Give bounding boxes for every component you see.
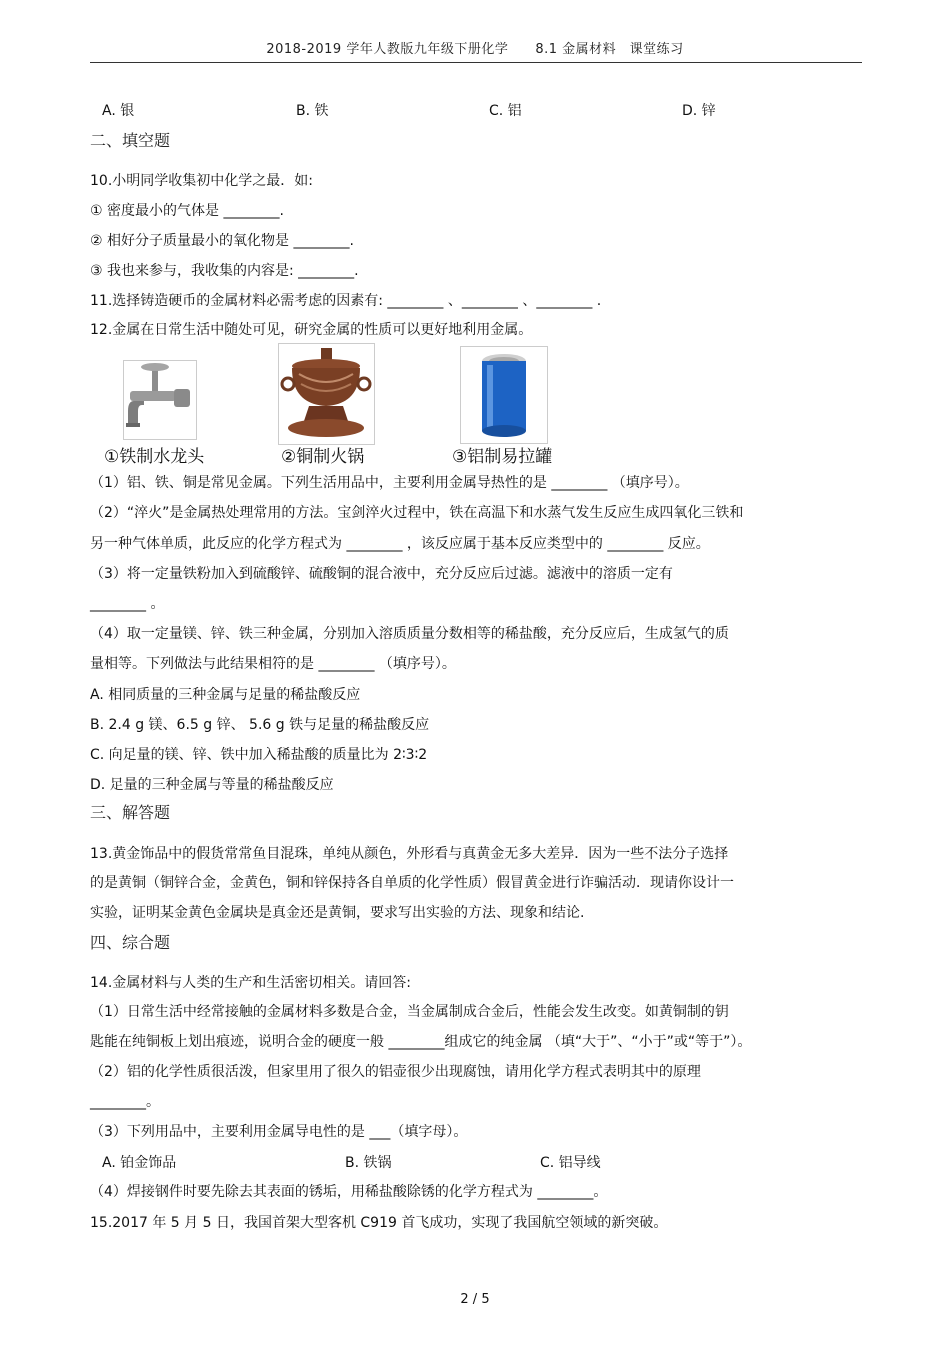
q9-option-b: B. 铁: [296, 103, 329, 119]
page-number: 2 / 5: [460, 1292, 490, 1307]
caption-hotpot: ②铜制火锅: [281, 447, 365, 467]
section-comprehensive-title: 四、综合题: [90, 933, 171, 952]
q12-part-4b: 量相等。下列做法与此结果相符的是 ________ （填序号）。: [90, 656, 456, 672]
caption-faucet: ①铁制水龙头: [104, 447, 205, 467]
q15-text: 15.2017 年 5 月 5 日，我国首架大型客机 C919 首飞成功，实现了我国航空领域的新突破。: [90, 1215, 668, 1231]
q12-option-b: B. 2.4 g 镁、6.5 g 锌、 5.6 g 铁与足量的稀盐酸反应: [90, 717, 430, 733]
q14-option-c: C. 铝导线: [540, 1155, 601, 1171]
q14-part-1a: （1）日常生活中经常接触的金属材料多数是合金，当金属制成合金后，性能会发生改变。如黄铜制的钥: [90, 1004, 729, 1020]
q9-option-d: D. 锌: [682, 103, 716, 119]
q12-option-a: A. 相同质量的三种金属与足量的稀盐酸反应: [90, 687, 361, 703]
q12-part-2a: （2）“淬火”是金属热处理常用的方法。宝剑淬火过程中，铁在高温下和水蒸气发生反应生成四氧化三铁和: [90, 505, 744, 521]
faucet-image: [123, 360, 197, 440]
header-rule: [90, 62, 862, 63]
section-fill-blank-title: 二、填空题: [90, 131, 171, 150]
q12-part-4a: （4）取一定量镁、锌、铁三种金属，分别加入溶质质量分数相等的稀盐酸，充分反应后，生成氢气的质: [90, 626, 729, 642]
q14-part-2b: ________。: [90, 1094, 160, 1110]
q10-stem: 10.小明同学收集初中化学之最．如:: [90, 173, 313, 189]
can-image: [460, 346, 548, 444]
q14-part-4: （4）焊接钢件时要先除去其表面的锈垢，用稀盐酸除锈的化学方程式为 ________。: [90, 1184, 608, 1200]
q12-part-1: （1）铝、铁、铜是常见金属。下列生活用品中，主要利用金属导热性的是 ________ （填序号）。: [90, 475, 689, 491]
q13-line-2: 的是黄铜（铜锌合金，金黄色，铜和锌保持各自单质的化学性质）假冒黄金进行诈骗活动．现请你设计一: [90, 875, 734, 891]
q9-option-a: A. 银: [102, 103, 135, 119]
q13-line-1: 13.黄金饰品中的假货常常鱼目混珠，单纯从颜色，外形看与真黄金无多大差异．因为一些不法分子选择: [90, 846, 729, 862]
q14-part-2a: （2）铝的化学性质很活泼，但家里用了很久的铝壶很少出现腐蚀，请用化学方程式表明其中的原理: [90, 1064, 701, 1080]
q14-part-1b: 匙能在纯铜板上划出痕迹，说明合金的硬度一般 ________组成它的纯金属 （填“大于”、“小于”或“等于”）。: [90, 1034, 752, 1050]
section-answer-title: 三、解答题: [90, 803, 171, 822]
q14-option-a: A. 铂金饰品: [102, 1155, 177, 1171]
q11-text: 11.选择铸造硬币的金属材料必需考虑的因素有: ________ 、________ 、________ .: [90, 293, 602, 309]
q12-part-2b: 另一种气体单质，此反应的化学方程式为 ________ ，该反应属于基本反应类型中的 ________ 反应。: [90, 536, 710, 552]
q14-stem: 14.金属材料与人类的生产和生活密切相关。请回答:: [90, 975, 411, 991]
q13-line-3: 实验，证明某金黄色金属块是真金还是黄铜，要求写出实验的方法、现象和结论.: [90, 905, 585, 921]
q14-option-b: B. 铁锅: [345, 1155, 392, 1171]
q12-part-3a: （3）将一定量铁粉加入到硫酸锌、硫酸铜的混合液中，充分反应后过滤。滤液中的溶质一定有: [90, 566, 673, 582]
page-header: 2018-2019 学年人教版九年级下册化学 8.1 金属材料 课堂练习: [266, 42, 684, 57]
q12-option-c: C. 向足量的镁、锌、铁中加入稀盐酸的质量比为 2∶3∶2: [90, 747, 428, 763]
q14-part-3: （3）下列用品中，主要利用金属导电性的是 ___（填字母）。: [90, 1124, 468, 1140]
q9-option-c: C. 铝: [489, 103, 522, 119]
q10-line-3: ③ 我也来参与，我收集的内容是: ________.: [90, 263, 359, 279]
q12-option-d: D. 足量的三种金属与等量的稀盐酸反应: [90, 777, 334, 793]
q10-line-2: ② 相好分子质量最小的氧化物是 ________.: [90, 233, 354, 249]
q10-line-1: ① 密度最小的气体是 ________.: [90, 203, 284, 219]
q12-stem: 12.金属在日常生活中随处可见，研究金属的性质可以更好地利用金属。: [90, 322, 533, 338]
hotpot-image: [278, 343, 375, 445]
caption-can: ③铝制易拉罐: [452, 447, 553, 467]
q12-part-3b: ________ 。: [90, 596, 165, 612]
